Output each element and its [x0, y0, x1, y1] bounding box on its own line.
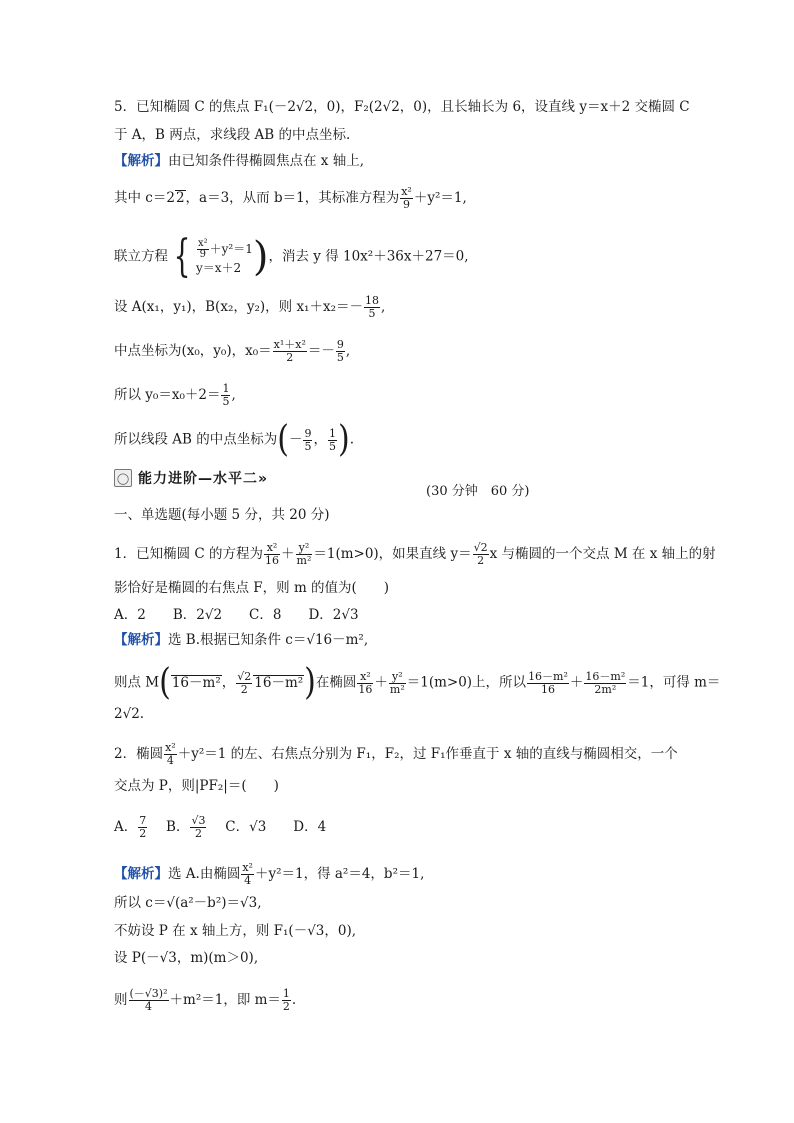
text: , — [345, 343, 351, 359]
p5-line2: 于 A，B 两点，求线段 AB 的中点坐标. — [114, 127, 351, 143]
q1-line4: 则点 M(16－m²， $\frac{√2}{2}$ 16－m²)在椭圆 $\frac{\text{x²}}{16}$ ＋ $\frac{\text{y²}}{\text{m²}}$ ＝1(m>0)上，所以 $\frac{\text{16－m²}}{16}$ ＋ $\frac{\text{16－m²}}{\text{2m²}}$ ＝1，可得 m＝ — [114, 661, 721, 704]
jiexi-label: 【解析】 — [114, 866, 168, 882]
sqrt: 16－m² — [171, 674, 221, 691]
fraction: $\frac{\text{(－√3)²}}{4}$ — [129, 987, 168, 1013]
text: 选 A.由椭圆 — [168, 866, 241, 882]
paren-close: ) — [337, 418, 350, 461]
fraction: $\frac{1}{5}$ — [328, 426, 336, 453]
q2-line4: 所以 c＝√(a²－b²)＝√3, — [114, 895, 262, 911]
fraction: $\frac{√2}{2}$ — [237, 669, 252, 696]
text: 则点 M — [114, 674, 160, 691]
fraction: $\frac{\text{16－m²}}{\text{2m²}}$ — [585, 669, 626, 696]
text: ＋m²＝1，即 m＝ — [169, 992, 281, 1008]
text: 在椭圆 — [315, 674, 357, 691]
p5-solution-line — [114, 151, 364, 171]
fraction: $\frac{18}{5}$ — [365, 294, 379, 320]
paren-open: ( — [159, 661, 171, 704]
p5-line9: 所以线段 AB 的中点坐标为(－ $\frac{9}{5}$ ， $\frac{1}{5}$ ). — [114, 418, 354, 461]
p5-line5 — [114, 231, 469, 282]
text: 联立方程 — [114, 248, 168, 265]
text: C．√3 D．4 — [225, 819, 327, 835]
fraction: $\frac{\text{x²}}{16}$ — [265, 541, 280, 567]
brace: { — [173, 231, 191, 282]
p5-line4 — [114, 186, 467, 211]
text: A． — [114, 819, 138, 835]
text: － — [288, 431, 303, 448]
q2-line1 — [114, 742, 678, 767]
fraction: $\frac{1}{5}$ — [222, 382, 230, 408]
text: 设 A(x₁，y₁)，B(x₂，y₂)，则 x₁＋x₂＝－ — [114, 299, 363, 315]
text: . — [349, 431, 354, 448]
q2-line5: 不妨设 P 在 x 轴上方，则 F₁(－√3，0), — [114, 923, 357, 939]
q1-options: A．2 B．2√2 C．8 D．2√3 — [114, 607, 359, 623]
q1-line2: 影恰好是椭圆的右焦点 F，则 m 的值为( ) — [114, 580, 390, 596]
text: B． — [166, 819, 190, 835]
text: . — [291, 992, 297, 1008]
q2-line7 — [114, 988, 296, 1013]
lightbulb-icon: ◯ — [114, 469, 132, 487]
p5-line7 — [114, 339, 350, 364]
jiexi-label: 【解析】 — [114, 153, 168, 169]
fraction: $\frac{\text{y²}}{\text{m²}}$ — [296, 541, 312, 567]
paren-close: ) — [304, 661, 316, 704]
p5-line1: 5．已知椭圆 C 的焦点 F₁(－2√2，0)，F₂(2√2，0)，且长轴长为 6，设直线 y＝x＋2 交椭圆 C — [114, 99, 690, 115]
fraction: $\frac{\text{x²}}{9}$ — [401, 185, 412, 211]
text: 所以 y₀＝x₀＋2＝ — [114, 387, 221, 403]
fraction: $\frac{\text{x²}}{4}$ — [242, 861, 253, 887]
fraction: $\frac{\text{x²}}{16}$ — [358, 669, 373, 696]
text: ＋y²＝1，得 a²＝4，b²＝1, — [254, 866, 425, 882]
text: ＝1，可得 m＝ — [627, 674, 721, 691]
text: 选 B.根据已知条件 c＝√16－m², — [168, 632, 369, 648]
section-title: 能力进阶—水平二» — [138, 471, 269, 487]
text: ＝1(m>0)，如果直线 y＝ — [313, 546, 472, 562]
q2-line2: 交点为 P，则|PF₂|＝( ) — [114, 778, 279, 794]
jiexi-label: 【解析】 — [114, 632, 168, 648]
fraction: $\frac{9}{5}$ — [336, 338, 344, 364]
sqrt: 16－m² — [254, 674, 304, 691]
text: ，消去 y 得 10x²＋36x＋27＝0, — [268, 248, 469, 265]
text: 1．已知椭圆 C 的方程为 — [114, 546, 264, 562]
text: ＝1(m>0)上，所以 — [406, 674, 527, 691]
text: ＋y²＝1 的左、右焦点分别为 F₁，F₂，过 F₁作垂直于 x 轴的直线与椭圆相交，一个 — [177, 746, 678, 762]
fraction: $\frac{√3}{2}$ — [191, 814, 206, 840]
text: 所以线段 AB 的中点坐标为 — [114, 431, 278, 448]
equation-system: $\frac{\text{x²}}{9}$ ＋y²＝1 y＝x＋2 — [196, 237, 253, 275]
q1-line1: 1．已知椭圆 C 的方程为 $\frac{\text{x²}}{16}$ ＋ $\frac{\text{y²}}{\text{m²}}$ ＝1(m>0)，如果直线 y＝ $\frac{√2}{2}$ x 与椭圆的一个交点 M 在 x 轴上的射 — [114, 541, 716, 567]
text: , — [381, 299, 386, 315]
fraction: $\frac{\text{x¹＋x²}}{2}$ — [273, 338, 306, 364]
q2-options — [114, 815, 326, 840]
text: , — [231, 387, 236, 403]
text: 2．椭圆 — [114, 746, 164, 762]
paren-close: ) — [252, 234, 269, 280]
text: 其中 c＝2 — [114, 190, 175, 206]
text: x 与椭圆的一个交点 M 在 x 轴上的射 — [489, 546, 716, 562]
fraction: $\frac{\text{x²}}{4}$ — [165, 741, 176, 767]
fraction: $\frac{√2}{2}$ — [473, 541, 488, 567]
text: ＋y²＝1, — [413, 190, 467, 206]
section-header — [114, 468, 268, 488]
paren-open: ( — [277, 418, 289, 461]
text: ，a＝3，从而 b＝1，其标准方程为 — [185, 190, 400, 206]
text: 由已知条件得椭圆焦点在 x 轴上, — [168, 153, 364, 169]
text: ＝－ — [307, 343, 335, 359]
text: 中点坐标为(x₀，y₀)，x₀＝ — [114, 343, 272, 359]
q1-solution-line — [114, 630, 368, 650]
fraction: $\frac{\text{16－m²}}{16}$ — [528, 669, 568, 696]
section-subtitle: 一、单选题(每小题 5 分，共 20 分) — [114, 507, 330, 523]
q2-solution-line — [114, 862, 424, 887]
p5-line6 — [114, 295, 385, 320]
fraction: $\frac{7}{2}$ — [139, 814, 147, 840]
fraction: $\frac{1}{2}$ — [282, 987, 290, 1013]
fraction: $\frac{\text{y²}}{\text{m²}}$ — [389, 669, 405, 696]
sqrt-2: 2 — [175, 190, 185, 206]
q1-line5: 2√2. — [114, 706, 145, 722]
section-time: (30 分钟 60 分) — [426, 484, 530, 499]
q2-line6: 设 P(－√3，m)(m＞0), — [114, 950, 259, 966]
text: 则 — [114, 992, 128, 1008]
fraction: $\frac{9}{5}$ — [304, 426, 312, 453]
p5-line8 — [114, 383, 236, 408]
